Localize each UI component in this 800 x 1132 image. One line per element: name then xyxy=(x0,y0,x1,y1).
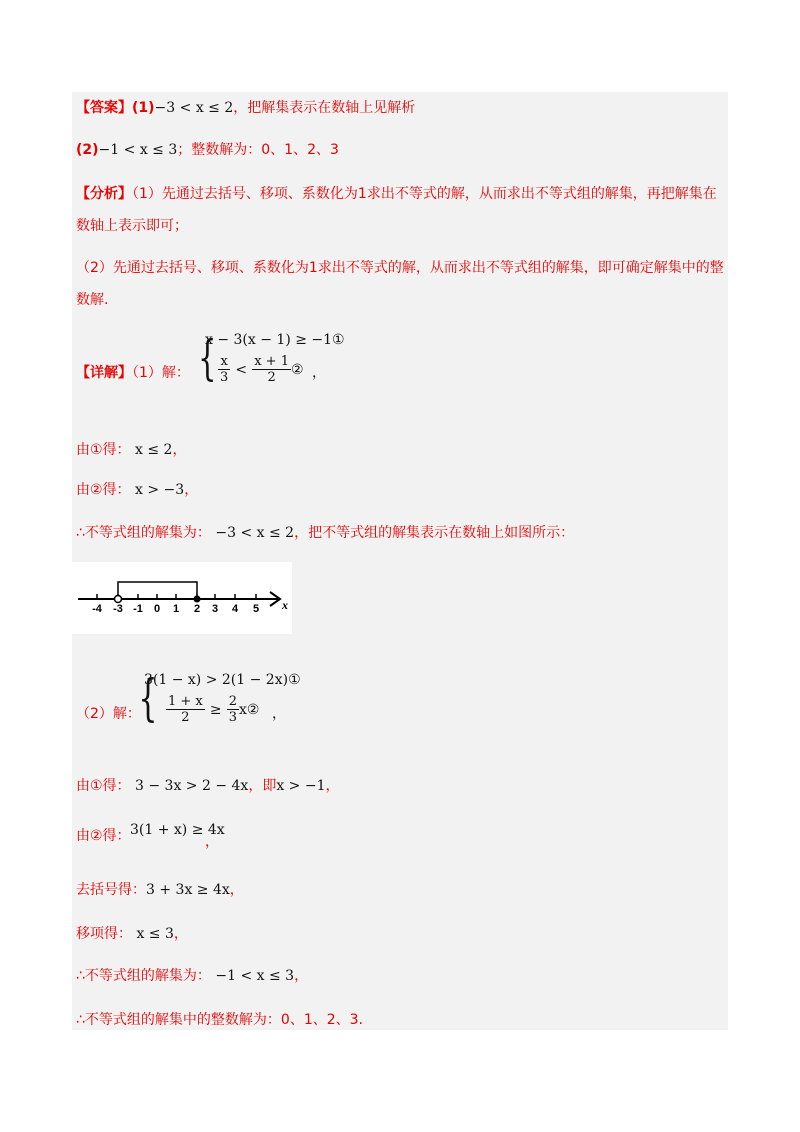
step6-math: x ≤ 3 xyxy=(136,926,174,942)
frac-num: 2 xyxy=(228,694,237,709)
frac-num: x + 1 xyxy=(254,354,289,369)
system1-frac-right xyxy=(252,354,291,385)
answer-label: 【答案】 xyxy=(76,100,132,116)
analysis-p1-line1: （1）先通过去括号、移项、系数化为1求出不等式的解，从而求出不等式组的解集，再把解集在 xyxy=(132,186,717,202)
conclusion2-a: ∴不等式组的解集为： xyxy=(76,968,211,984)
detail-part1-intro xyxy=(76,363,190,383)
analysis-line-1 xyxy=(76,184,717,204)
answer-line-1 xyxy=(76,98,415,118)
step2-end: ， xyxy=(184,482,199,498)
system2-eq2 xyxy=(166,694,259,725)
answer-line-2 xyxy=(76,140,339,160)
conclusion1-math: −3 < x ≤ 2 xyxy=(215,525,295,541)
tick-label: -1 xyxy=(133,603,143,615)
system2-frac-left xyxy=(166,694,205,725)
frac-den: 3 xyxy=(220,370,229,385)
analysis-p1-line2: 数轴上表示即可； xyxy=(76,218,188,234)
step2-label: 由②得： xyxy=(76,482,131,498)
conclusion2-line xyxy=(76,966,308,986)
step4-math: 3(1 + x) ≥ 4x xyxy=(130,822,225,838)
system1-op: < xyxy=(235,362,248,378)
detail-part2-intro: （2）解： xyxy=(76,706,141,722)
analysis-p2-line1: （2）先通过去括号、移项、系数化为1求出不等式的解，从而求出不等式组的解集，即可确定解集中的整 xyxy=(76,260,724,276)
answer-part2-text: ；整数解为：0、1、2、3 xyxy=(177,142,339,158)
conclusion1-line xyxy=(76,523,574,543)
step5-end: ， xyxy=(229,882,244,898)
detail-label: 【详解】 xyxy=(76,365,132,381)
answer-part1-math: −3 < x ≤ 2 xyxy=(154,100,234,116)
step2-math: x > −3 xyxy=(135,482,185,498)
step3-mid: ，即 xyxy=(248,778,277,794)
step3-math2: x > −1 xyxy=(276,778,326,794)
tick-label: 1 xyxy=(172,603,180,615)
number-line-figure xyxy=(72,562,292,634)
tick-label: 0 xyxy=(153,603,161,615)
tick-label: -3 xyxy=(113,603,123,615)
answer-part2-prefix: (2) xyxy=(76,142,99,158)
tick-label: 3 xyxy=(211,603,219,615)
step3-math: 3 − 3x > 2 − 4x xyxy=(135,778,249,794)
step1-line xyxy=(76,440,186,460)
tick-label: 5 xyxy=(252,603,260,615)
step3-line xyxy=(76,776,340,796)
conclusion1-a: ∴不等式组的解集为： xyxy=(76,525,211,541)
frac-den: 2 xyxy=(267,370,276,385)
number-line-svg xyxy=(72,562,292,634)
step1-label: 由①得： xyxy=(76,442,131,458)
system1-frac-left xyxy=(218,354,230,385)
system1-comma: ， xyxy=(312,365,326,381)
step4-end: ， xyxy=(205,834,219,850)
tick-label: 2 xyxy=(193,603,201,615)
system1-eq1: x − 3(x − 1) ≥ −1① xyxy=(205,332,345,348)
closed-endpoint xyxy=(194,596,201,603)
tick-label: -4 xyxy=(92,603,102,615)
system2-eq1: 3(1 − x) > 2(1 − 2x)① xyxy=(144,672,301,688)
frac-den: 2 xyxy=(181,710,190,725)
step6-end: ， xyxy=(173,926,188,942)
conclusion3-line: ∴不等式组的解集中的整数解为：0、1、2、3. xyxy=(76,1012,363,1028)
frac-num: x xyxy=(218,354,230,370)
system1-brace: { xyxy=(198,330,217,386)
system1-eq2 xyxy=(218,354,304,385)
system1-mark: ② xyxy=(290,362,304,378)
step1-math: x ≤ 2 xyxy=(135,442,173,458)
step1-end: ， xyxy=(172,442,187,458)
analysis-p2-line2: 数解. xyxy=(76,292,109,308)
step2-line xyxy=(76,480,198,500)
system2-tail: x② xyxy=(238,702,260,718)
frac-num: 1 + x xyxy=(168,694,203,709)
open-endpoint xyxy=(115,596,122,603)
step3-label: 由①得： xyxy=(76,778,131,794)
system2-frac-right xyxy=(227,694,239,725)
step4-label-line: 由②得： xyxy=(76,828,131,844)
frac-den: 3 xyxy=(228,710,237,725)
conclusion2-math: −1 < x ≤ 3 xyxy=(215,968,295,984)
conclusion1-b: ，把不等式组的解集表示在数轴上如图所示： xyxy=(294,525,575,541)
conclusion2-end: ， xyxy=(294,968,309,984)
step3-end: ， xyxy=(325,778,340,794)
answer-part1-prefix: (1) xyxy=(132,100,155,116)
step5-line xyxy=(76,880,244,900)
system2-comma: ， xyxy=(272,706,286,722)
system2-op: ≥ xyxy=(209,702,222,718)
answer-part1-text: ，把解集表示在数轴上见解析 xyxy=(233,100,416,116)
system2-brace: { xyxy=(138,669,158,727)
answer-part2-math: −1 < x ≤ 3 xyxy=(98,142,178,158)
axis-label: x xyxy=(282,598,288,612)
step5-math: 3 + 3x ≥ 4x xyxy=(146,882,230,898)
step6-label: 移项得： xyxy=(76,926,132,942)
detail-part1-text: （1）解： xyxy=(132,365,190,381)
step5-label: 去括号得： xyxy=(76,882,146,898)
step6-line xyxy=(76,924,188,944)
analysis-label: 【分析】 xyxy=(76,186,132,202)
tick-label: 4 xyxy=(231,603,239,615)
